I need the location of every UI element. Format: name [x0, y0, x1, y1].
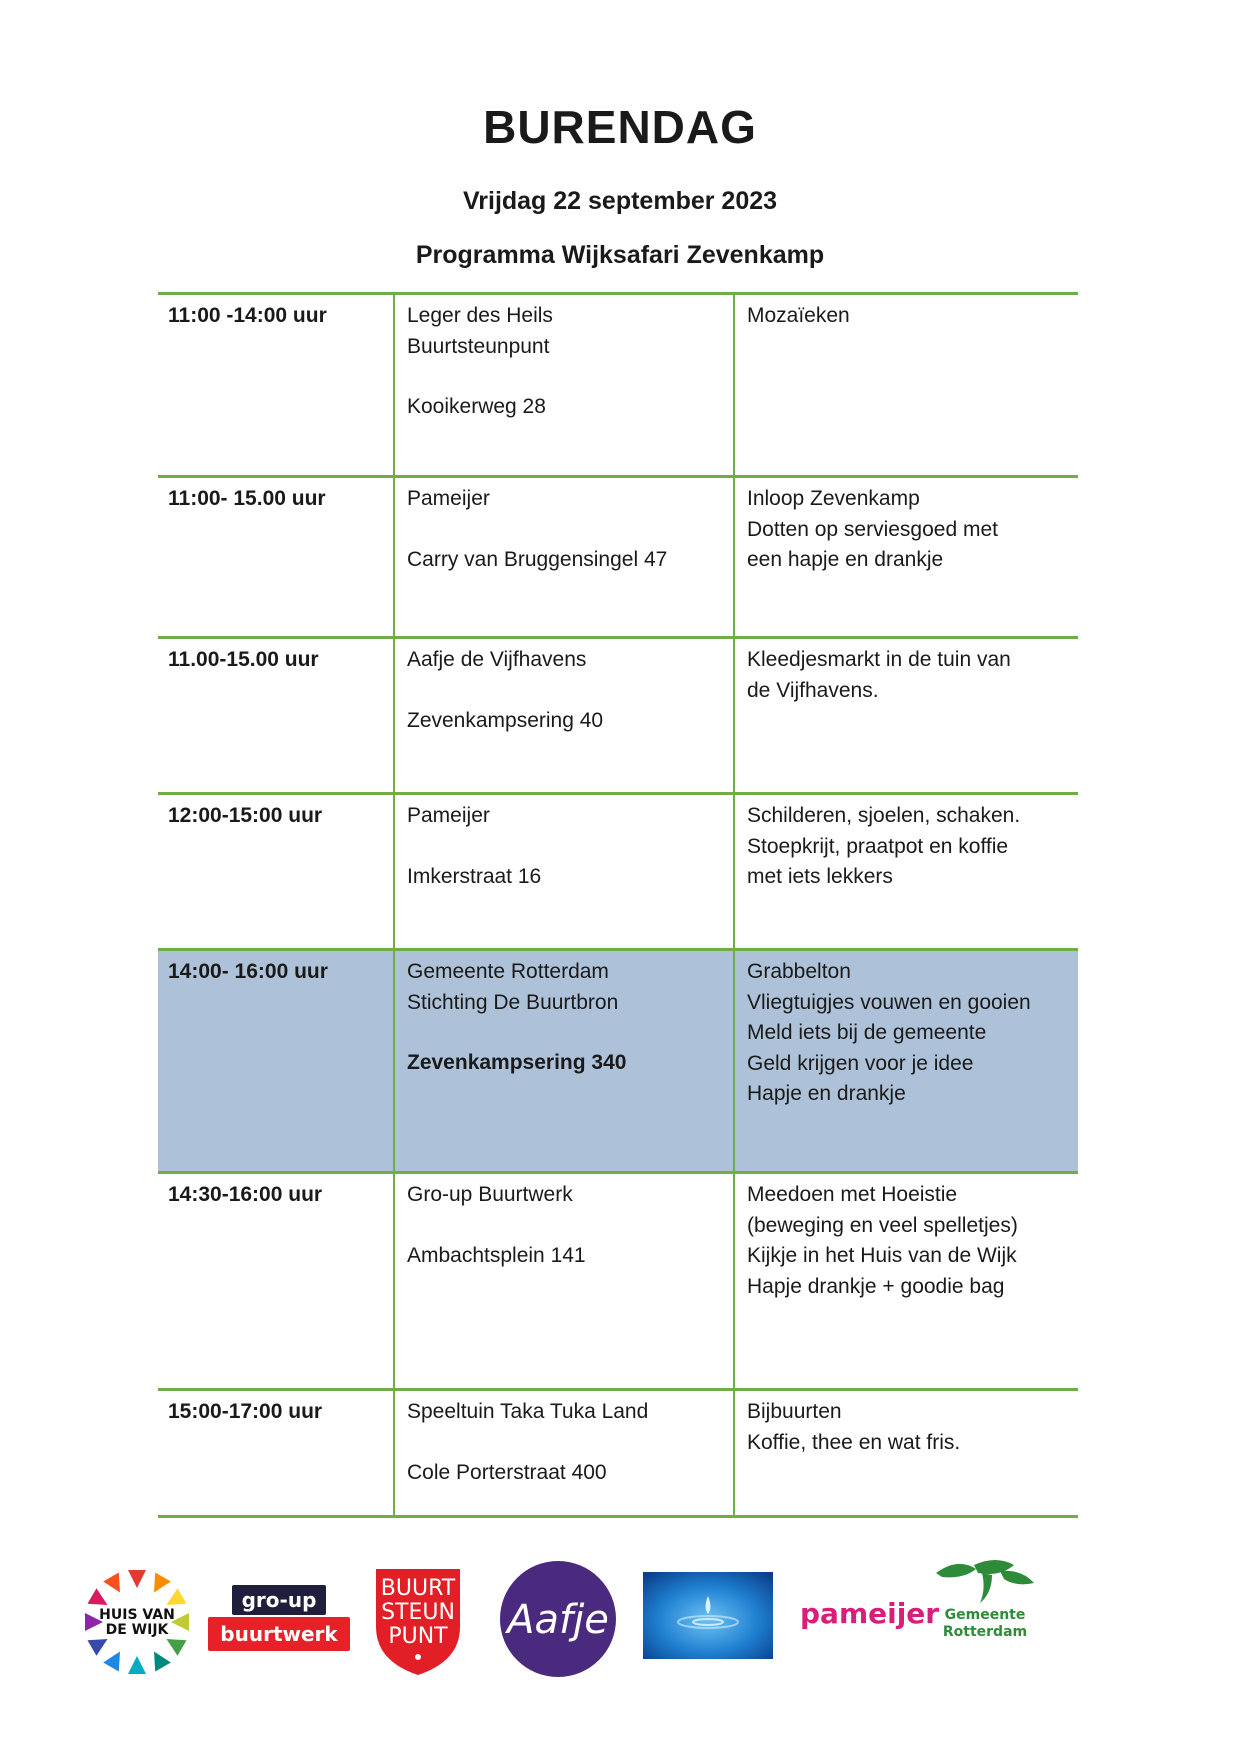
program-title: Programma Wijksafari Zevenkamp — [415, 241, 825, 269]
table-row — [158, 638, 1078, 794]
sponsor-logos — [0, 1545, 1240, 1675]
activity-line: (beweging en veel spelletjes) — [747, 1213, 1018, 1237]
location-address: Carry van Bruggensingel 47 — [407, 547, 668, 571]
page-title: BURENDAG — [483, 101, 757, 153]
location-name: Speeltuin Taka Tuka Land — [407, 1400, 649, 1423]
location-cell — [394, 477, 734, 638]
time-cell: 14:00- 16:00 uur — [158, 950, 394, 1173]
activity-cell — [734, 1173, 1078, 1390]
activity-line: Koffie, thee en wat fris. — [747, 1430, 961, 1454]
activity-line: een hapje en drankje — [747, 548, 944, 571]
location-cell — [394, 638, 734, 794]
activity-line: met iets lekkers — [747, 865, 893, 888]
location-name: Stichting De Buurtbron — [407, 990, 619, 1014]
table-row — [158, 294, 1078, 477]
activity-cell — [734, 1390, 1078, 1517]
activity-line: de Vijfhavens. — [747, 678, 879, 702]
table-row — [158, 1390, 1078, 1517]
location-cell — [394, 294, 734, 477]
schedule-table — [158, 292, 1078, 1518]
activity-cell — [734, 477, 1078, 638]
activity-line: Hapje en drankje — [747, 1082, 906, 1105]
gemeente-rotterdam-logo — [930, 1555, 1040, 1675]
time-cell: 14:30-16:00 uur — [158, 1173, 394, 1390]
activity-line: Kijkje in het Huis van de Wijk — [747, 1244, 1017, 1267]
activity-line: Geld krijgen voor je idee — [747, 1051, 974, 1075]
svg-text:Aafje: Aafje — [507, 1597, 609, 1643]
time-cell: 11.00-15.00 uur — [158, 638, 394, 794]
activity-line: Hapje drankje + goodie bag — [747, 1274, 1005, 1298]
gemeente-line: Rotterdam — [942, 1624, 1028, 1640]
activity-line: Grabbelton — [747, 960, 851, 983]
location-address: Ambachtsplein 141 — [407, 1243, 586, 1267]
location-address: Zevenkampsering 40 — [407, 708, 604, 732]
location-cell — [394, 794, 734, 950]
location-name: Gro-up Buurtwerk — [407, 1183, 573, 1206]
activity-line: Dotten op serviesgoed met — [747, 517, 998, 541]
location-name: Leger des Heils — [407, 304, 553, 327]
location-name: Buurtsteunpunt — [407, 334, 550, 358]
svg-text:STEUN: STEUN — [381, 1600, 455, 1625]
location-cell — [394, 1390, 734, 1517]
location-address: Cole Porterstraat 400 — [407, 1460, 607, 1484]
location-name: Pameijer — [407, 487, 490, 510]
group-logo-bottom: buurtwerk — [208, 1617, 350, 1651]
activity-line: Mozaïeken — [747, 304, 850, 327]
group-logo-top: gro-up — [232, 1585, 326, 1615]
huis-van-de-wijk-logo — [82, 1567, 192, 1677]
location-name: Gemeente Rotterdam — [407, 960, 609, 983]
activity-cell — [734, 638, 1078, 794]
location-cell — [394, 950, 734, 1173]
activity-line: Inloop Zevenkamp — [747, 487, 920, 510]
location-name: Aafje de Vijfhavens — [407, 648, 587, 671]
activity-line: Stoepkrijt, praatpot en koffie — [747, 834, 1009, 858]
location-address: Imkerstraat 16 — [407, 864, 542, 888]
event-date: Vrijdag 22 september 2023 — [462, 187, 778, 215]
svg-text:DE WIJK: DE WIJK — [105, 1622, 169, 1638]
activity-cell — [734, 950, 1078, 1173]
time-cell: 11:00- 15.00 uur — [158, 477, 394, 638]
time-cell: 15:00-17:00 uur — [158, 1390, 394, 1517]
svg-text:PUNT: PUNT — [388, 1624, 448, 1649]
pameijer-logo: pameijer — [800, 1597, 940, 1630]
table-row — [158, 1173, 1078, 1390]
rotterdam-leaf-icon — [930, 1555, 1040, 1607]
activity-line: Schilderen, sjoelen, schaken. — [747, 804, 1021, 827]
activity-line: Meld iets bij de gemeente — [747, 1021, 987, 1044]
aafje-logo — [498, 1559, 618, 1679]
location-address: Kooikerweg 28 — [407, 395, 546, 418]
time-cell: 12:00-15:00 uur — [158, 794, 394, 950]
buurtsteunpunt-logo — [372, 1565, 464, 1677]
activity-line: Vliegtuigjes vouwen en gooien — [747, 990, 1031, 1014]
location-name: Pameijer — [407, 804, 490, 827]
table-row-highlighted — [158, 950, 1078, 1173]
location-address: Zevenkampsering 340 — [407, 1051, 627, 1074]
activity-cell — [734, 294, 1078, 477]
activity-line: Bijbuurten — [747, 1400, 842, 1423]
table-row — [158, 794, 1078, 950]
svg-text:BUURT: BUURT — [380, 1576, 456, 1601]
table-row — [158, 477, 1078, 638]
group-buurtwerk-logo — [208, 1585, 350, 1657]
gemeente-line: Gemeente — [944, 1607, 1026, 1623]
time-cell: 11:00 -14:00 uur — [158, 294, 394, 477]
water-drop-image — [643, 1572, 773, 1659]
svg-text:HUIS VAN: HUIS VAN — [99, 1607, 175, 1623]
activity-line: Meedoen met Hoeistie — [747, 1183, 958, 1206]
activity-line: Kleedjesmarkt in de tuin van — [747, 648, 1011, 671]
location-cell — [394, 1173, 734, 1390]
activity-cell — [734, 794, 1078, 950]
